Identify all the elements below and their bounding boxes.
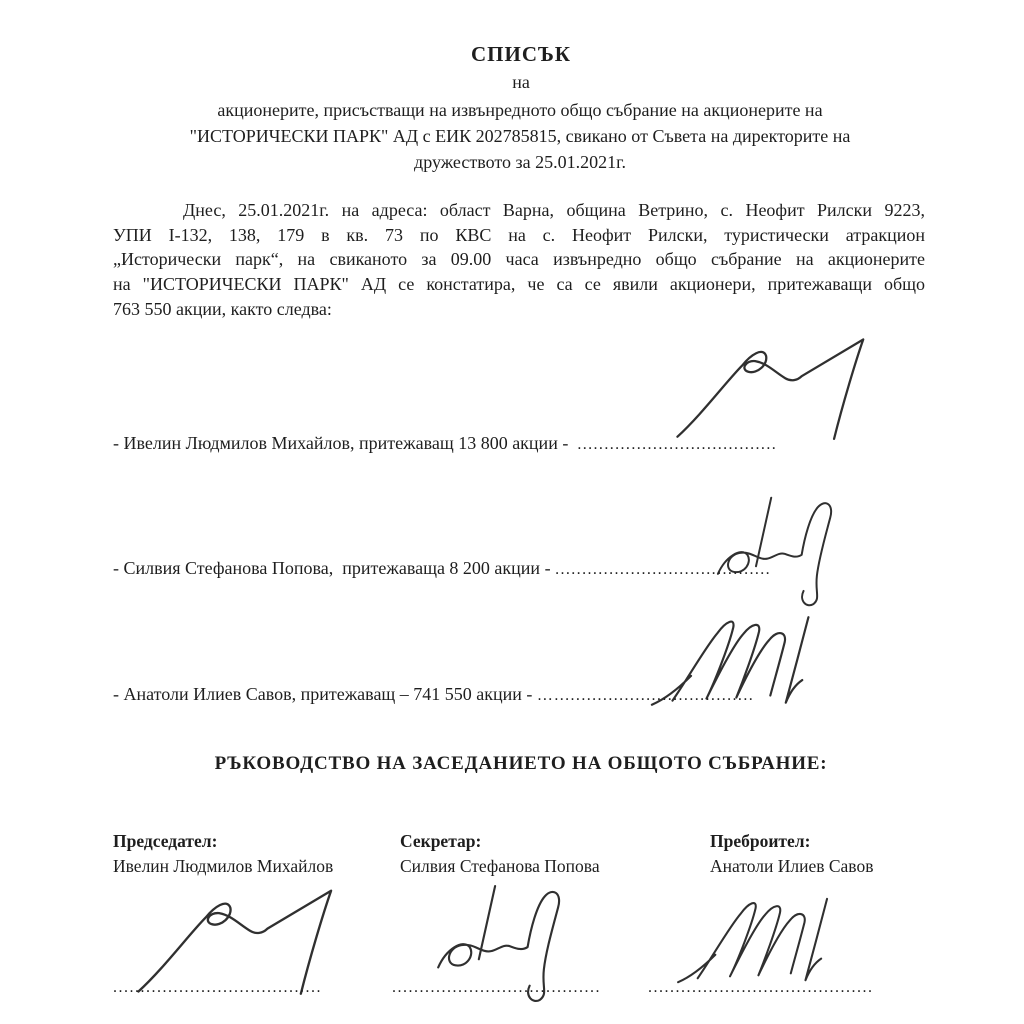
shareholder-row [113,558,771,579]
intro-line: на "ИСТОРИЧЕСКИ ПАРК" АД се констатира, че са се явили акционери, притежаващи общо [113,274,925,295]
intro-line: УПИ І-132, 138, 179 в кв. 73 по КВС на с. Неофит Рилски, туристически атракцион [113,224,925,245]
intro-line: 763 550 акции, както следва: [113,298,332,319]
role-label: Секретар: [400,831,482,851]
savov-signature-image [646,892,914,990]
document-title: СПИСЪК [470,42,572,66]
shareholder-text: - Анатоли Илиев Савов, притежаващ – 741 550 акции - [113,684,537,704]
signature-dotted-line: ........................................ [555,561,772,578]
signature-dotted-line: ......................................... [648,979,874,996]
subtitle-line: акционерите, присъстващи на извънредното общо събрание на акционерите на [217,100,823,120]
shareholder-text: - Ивелин Людмилов Михайлов, притежаващ 13 800 акции - [113,433,578,453]
document-title-na: на [512,72,530,92]
role-name: Ивелин Людмилов Михайлов [113,856,334,876]
role-label: Преброител: [710,831,811,851]
signature-dotted-line: ...................................... [392,979,601,996]
shareholder-text: - Силвия Стефанова Попова, притежаваща 8 200 акции - [113,558,556,578]
intro-line: „Исторически парк“, на свиканото за 09.00 часа извънредно общо събрание на акционерите [113,249,925,270]
subtitle-line: "ИСТОРИЧЕСКИ ПАРК" АД с ЕИК 202785815, свикано от Съвета на директорите на [189,126,851,146]
role-chairman [113,829,333,879]
role-teller [710,829,873,879]
management-heading: РЪКОВОДСТВО НА ЗАСЕДАНИЕТО НА ОБЩОТО СЪБРАНИЕ: [214,753,828,774]
role-secretary [400,829,600,879]
mihaylov-signature-image [660,333,885,441]
signature-dotted-line: ..................................... [577,436,778,453]
role-name: Анатоли Илиев Савов [710,856,874,876]
document-subtitle [80,97,960,175]
role-name: Силвия Стефанова Попова [400,856,600,876]
shareholder-row [113,433,777,454]
popova-signature-image [700,492,890,610]
role-label: Председател: [113,831,218,851]
intro-paragraph [113,198,925,322]
signature-dotted-line: …..................................... [536,687,755,704]
signature-dotted-line: ...................................... [113,979,322,996]
intro-line: Днес, 25.01.2021г. на адреса: област Варна, община Ветрино, с. Неофит Рилски 9223, [183,200,925,220]
subtitle-line: дружеството за 25.01.2021г. [414,152,626,172]
shareholder-row [113,684,754,705]
